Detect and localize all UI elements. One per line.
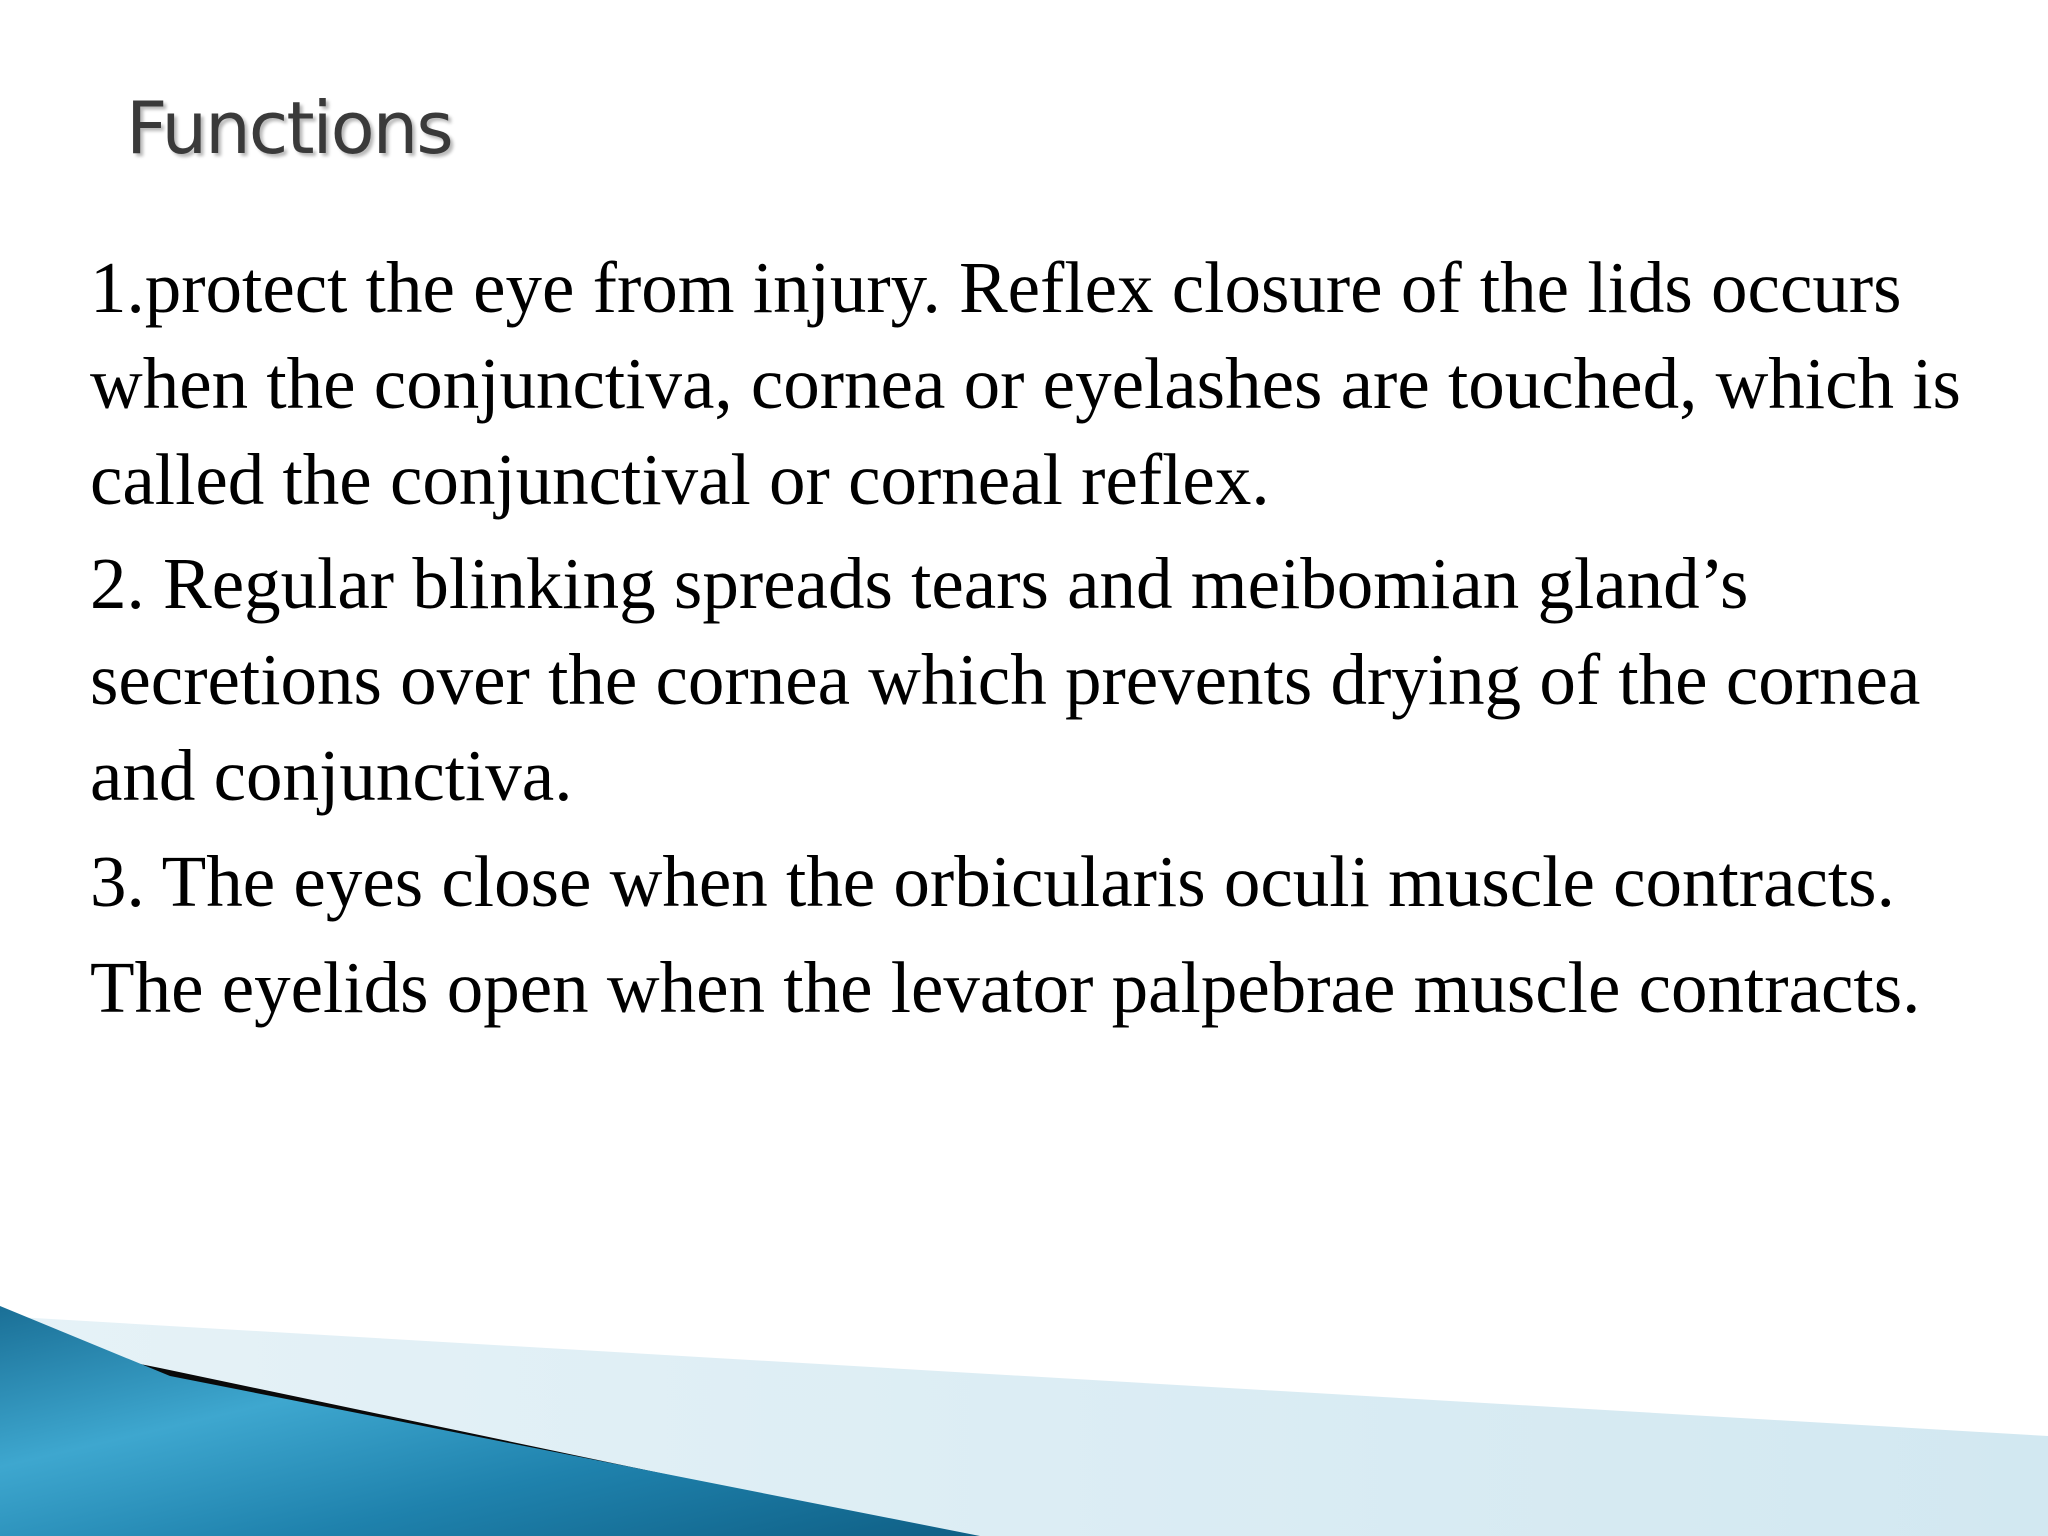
function-paragraph-4: The eyelids open when the levator palpebrae muscle contracts.: [90, 947, 1921, 1028]
slide-body: [90, 240, 2020, 1042]
function-paragraph-3: 3. The eyes close when the orbicularis oculi muscle contracts.: [90, 841, 1895, 922]
function-paragraph-2: 2. Regular blinking spreads tears and meibomian gland’s secretions over the cornea which prevents drying of the cornea and conjunctiva.: [90, 543, 1921, 816]
decorative-wave-banner: [0, 1276, 2048, 1536]
function-paragraph-1: 1.protect the eye from injury. Reflex closure of the lids occurs when the conjunctiva, cornea or eyelashes are touched, which is called the conjunctival or corneal reflex.: [90, 247, 1961, 520]
slide-title: Functions: [126, 86, 452, 170]
